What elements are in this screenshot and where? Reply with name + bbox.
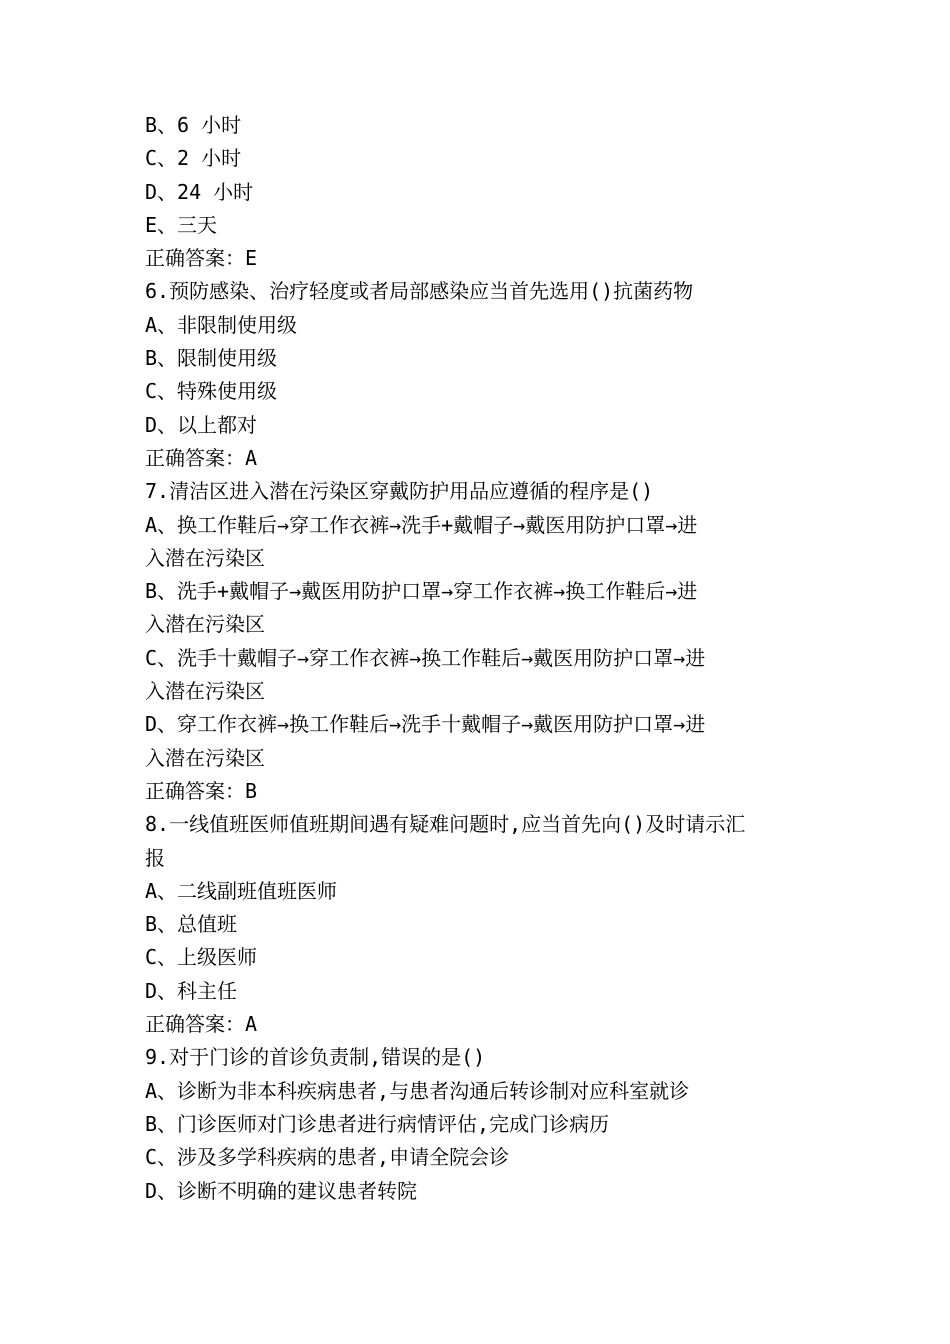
document-page [145,109,815,1208]
answer-q6: 正确答案：A [145,445,258,470]
question-8: 8.一线值班医师值班期间遇有疑难问题时,应当首先向()及时请示汇 [145,812,746,837]
option-d-q8: D、科主任 [145,978,238,1003]
option-a-q8: A、二线副班值班医师 [145,878,338,903]
option-c-q7-cont: 入潜在污染区 [145,679,265,704]
option-c-q8: C、上级医师 [145,945,258,970]
option-c-q7: C、洗手十戴帽子→穿工作衣裤→换工作鞋后→戴医用防护口罩→进 [145,645,706,670]
option-a-q6: A、非限制使用级 [145,312,298,337]
option-a-q7-cont: 入潜在污染区 [145,545,265,570]
option-a-q9: A、诊断为非本科疾病患者,与患者沟通后转诊制对应科室就诊 [145,1078,690,1103]
option-b-q9: B、门诊医师对门诊患者进行病情评估,完成门诊病历 [145,1111,610,1136]
option-b-q7: B、洗手+戴帽子→戴医用防护口罩→穿工作衣裤→换工作鞋后→进 [145,579,698,604]
option-d-q6: D、以上都对 [145,412,258,437]
option-a-q7: A、换工作鞋后→穿工作衣裤→洗手+戴帽子→戴医用防护口罩→进 [145,512,698,537]
option-b-q7-cont: 入潜在污染区 [145,612,265,637]
question-8-cont: 报 [145,845,165,870]
answer-q8: 正确答案：A [145,1012,258,1037]
option-d-q5: D、24 小时 [145,179,254,204]
question-9: 9.对于门诊的首诊负责制,错误的是() [145,1045,486,1070]
option-d-q7-cont: 入潜在污染区 [145,745,265,770]
option-c-q6: C、特殊使用级 [145,379,278,404]
answer-q7: 正确答案：B [145,778,258,803]
option-b-q8: B、总值班 [145,912,238,937]
option-e-q5: E、三天 [145,212,218,237]
option-c-q9: C、涉及多学科疾病的患者,申请全院会诊 [145,1145,510,1170]
question-6: 6.预防感染、治疗轻度或者局部感染应当首先选用()抗菌药物 [145,279,694,304]
option-b-q6: B、限制使用级 [145,346,278,371]
option-d-q9: D、诊断不明确的建议患者转院 [145,1178,418,1203]
question-7: 7.清洁区进入潜在污染区穿戴防护用品应遵循的程序是() [145,479,654,504]
option-b-q5: B、6 小时 [145,113,242,137]
option-d-q7: D、穿工作衣裤→换工作鞋后→洗手十戴帽子→戴医用防护口罩→进 [145,712,706,737]
answer-q5: 正确答案：E [145,246,258,271]
option-c-q5: C、2 小时 [145,146,242,171]
